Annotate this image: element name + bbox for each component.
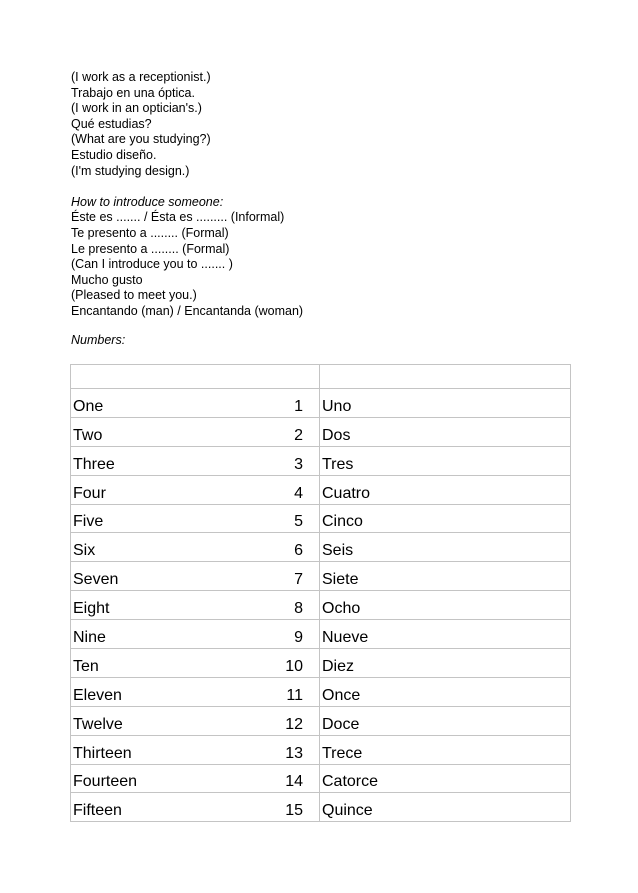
table-row [71, 533, 571, 562]
intro-line: (What are you studying?) [71, 132, 211, 147]
spanish-cell [320, 417, 571, 446]
english-cell [71, 562, 320, 591]
english-cell [71, 533, 320, 562]
spanish-cell [320, 793, 571, 822]
table-row [71, 504, 571, 533]
spanish-cell [320, 677, 571, 706]
english-cell [71, 475, 320, 504]
english-cell [71, 793, 320, 822]
english-word: Thirteen [73, 744, 132, 762]
table-row [71, 446, 571, 475]
english-cell [71, 446, 320, 475]
spanish-word: Uno [322, 397, 352, 415]
table-row [71, 591, 571, 620]
numeral: 7 [294, 571, 303, 589]
english-word: Nine [73, 629, 106, 647]
english-word: Three [73, 455, 115, 473]
spanish-word: Cinco [322, 513, 363, 531]
numeral: 8 [294, 600, 303, 618]
intro-line: Estudio diseño. [71, 147, 157, 162]
english-word: Eight [73, 600, 110, 618]
spanish-word: Cuatro [322, 484, 371, 502]
english-cell [71, 591, 320, 620]
intro-line: (I'm studying design.) [71, 163, 190, 178]
table-row [71, 417, 571, 446]
spanish-word: Seis [322, 542, 354, 560]
spanish-word: Once [322, 686, 361, 704]
spanish-word: Catorce [322, 773, 379, 791]
table-row [71, 620, 571, 649]
english-word: One [73, 397, 104, 415]
spanish-cell [320, 504, 571, 533]
spanish-cell [320, 735, 571, 764]
numbers-table [70, 364, 571, 822]
english-word: Ten [73, 657, 99, 675]
introduce-line: Encantando (man) / Encantanda (woman) [71, 303, 304, 318]
spanish-cell [320, 446, 571, 475]
introduce-heading: How to introduce someone: [71, 194, 224, 209]
table-row [71, 389, 571, 418]
english-cell [71, 764, 320, 793]
english-word: Two [73, 426, 103, 444]
english-word: Seven [73, 571, 119, 589]
spanish-cell [320, 475, 571, 504]
english-cell [71, 735, 320, 764]
intro-line: (I work in an optician's.) [71, 101, 202, 116]
spanish-cell [320, 562, 571, 591]
numeral: 11 [286, 686, 303, 704]
english-word: Eleven [73, 686, 122, 704]
table-row [71, 764, 571, 793]
spanish-cell [320, 533, 571, 562]
introduce-line: (Can I introduce you to ....... ) [71, 257, 233, 272]
numeral: 5 [294, 513, 303, 531]
spanish-word: Trece [322, 744, 363, 762]
numeral: 4 [294, 484, 303, 502]
spanish-word: Ocho [322, 600, 361, 618]
spanish-word: Doce [322, 715, 360, 733]
numeral: 9 [294, 629, 303, 647]
numeral: 13 [285, 744, 303, 762]
spanish-word: Quince [322, 802, 373, 820]
spanish-word: Tres [322, 455, 354, 473]
numeral: 3 [294, 455, 303, 473]
table-row [71, 475, 571, 504]
introduce-line: (Pleased to meet you.) [71, 288, 197, 303]
spanish-cell [320, 591, 571, 620]
english-word: Five [73, 513, 104, 531]
table-row [71, 562, 571, 591]
intro-text-block [71, 70, 303, 320]
table-row [71, 706, 571, 735]
numeral: 12 [285, 715, 303, 733]
spanish-word: Siete [322, 571, 359, 589]
english-cell [71, 649, 320, 678]
introduce-line: Mucho gusto [71, 272, 143, 287]
spanish-word: Dos [322, 426, 351, 444]
table-cell [320, 365, 571, 389]
english-word: Twelve [73, 715, 123, 733]
numeral: 15 [285, 802, 303, 820]
english-cell [71, 706, 320, 735]
spanish-cell [320, 706, 571, 735]
introduce-line: Le presento a ........ (Formal) [71, 241, 230, 256]
english-cell [71, 417, 320, 446]
numeral: 2 [294, 426, 303, 444]
numeral: 1 [294, 397, 303, 415]
english-cell [71, 677, 320, 706]
spanish-cell [320, 620, 571, 649]
spanish-cell [320, 389, 571, 418]
numeral: 6 [294, 542, 303, 560]
spanish-word: Diez [322, 657, 355, 675]
english-cell [71, 620, 320, 649]
english-word: Four [73, 484, 106, 502]
numbers-heading: Numbers: [71, 333, 126, 347]
numeral: 10 [285, 657, 303, 675]
spanish-word: Nueve [322, 629, 369, 647]
table-row [71, 735, 571, 764]
english-word: Fourteen [73, 773, 138, 791]
numeral: 14 [285, 773, 303, 791]
table-row [71, 649, 571, 678]
introduce-line: Te presento a ........ (Formal) [71, 225, 229, 240]
english-word: Fifteen [73, 802, 122, 820]
spanish-cell [320, 764, 571, 793]
english-cell [71, 504, 320, 533]
introduce-line: Éste es ....... / Ésta es ......... (Informal) [71, 210, 285, 225]
spanish-cell [320, 649, 571, 678]
table-cell [71, 365, 320, 389]
table-header-row [71, 365, 571, 389]
english-word: Six [73, 542, 96, 560]
english-cell [71, 389, 320, 418]
intro-line: Qué estudias? [71, 116, 152, 131]
intro-line: Trabajo en una óptica. [71, 85, 195, 100]
table-row [71, 793, 571, 822]
table-row [71, 677, 571, 706]
intro-line: (I work as a receptionist.) [71, 70, 211, 84]
